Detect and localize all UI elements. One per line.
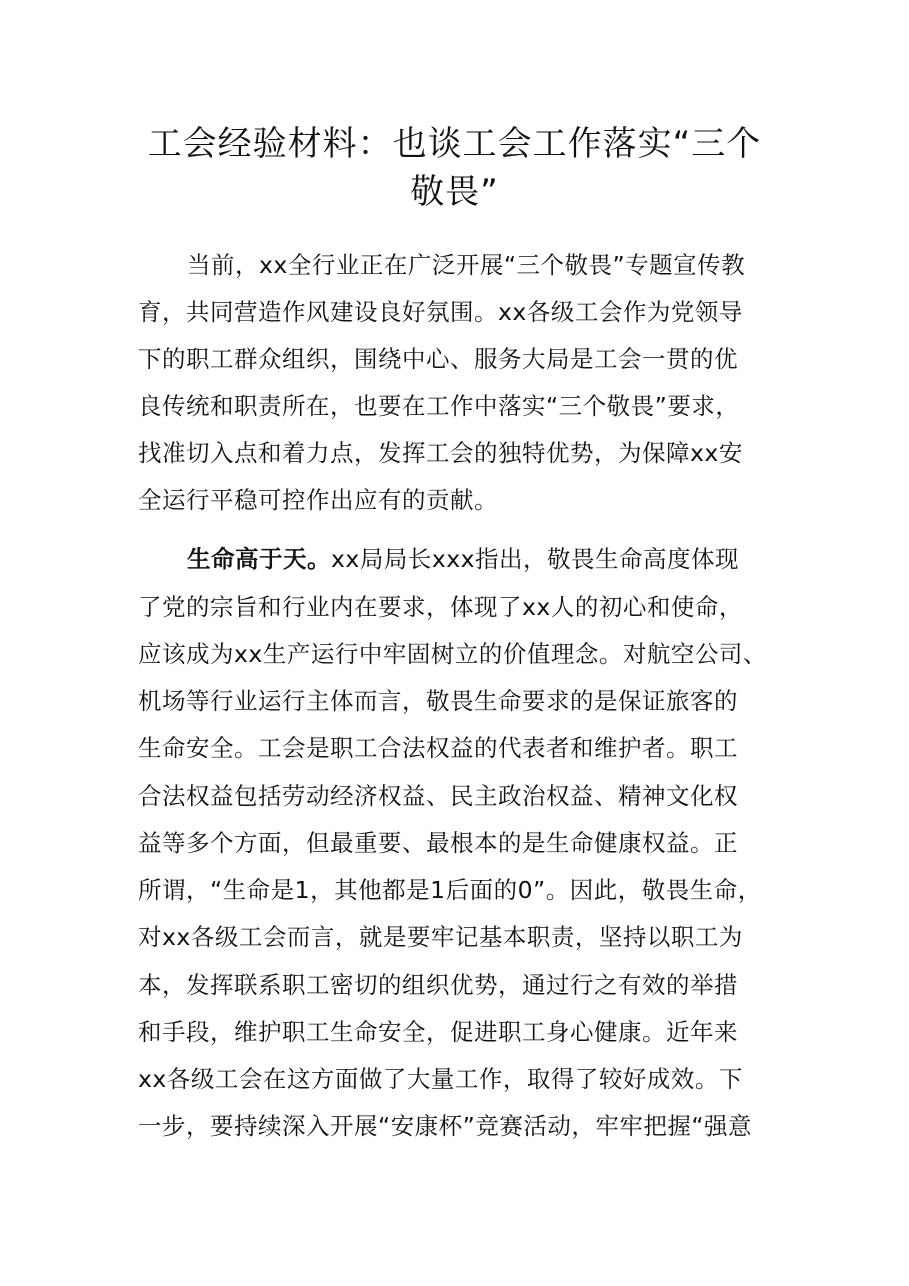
paragraph-2-line-5: 生命安全。工会是职工合法权益的代表者和维护者。职工 <box>138 734 738 762</box>
paragraph-1-line-2: 育，共同营造作风建设良好氛围。xx各级工会作为党领导 <box>138 298 743 326</box>
paragraph-2-first-rest: xx局局长xxx指出，敬畏生命高度体现 <box>331 545 740 573</box>
paragraph-1-line-3: 下的职工群众组织，围绕中心、服务大局是工会一贯的优 <box>138 345 738 373</box>
paragraph-2-lead: 生命高于天。 <box>187 545 331 573</box>
paragraph-2-line-1 <box>187 544 739 574</box>
paragraph-2-line-12: xx各级工会在这方面做了大量工作，取得了较好成效。下 <box>138 1065 743 1093</box>
paragraph-2-line-2: 了党的宗旨和行业内在要求，体现了xx人的初心和使命， <box>138 593 743 621</box>
paragraph-2-line-11: 和手段，维护职工生命安全，促进职工身心健康。近年来 <box>138 1018 738 1046</box>
paragraph-1-line-5: 找准切入点和着力点，发挥工会的独特优势，为保障xx安 <box>138 439 743 467</box>
paragraph-2-line-4: 机场等行业运行主体而言，敬畏生命要求的是保证旅客的 <box>138 687 738 715</box>
paragraph-2-line-9: 对xx各级工会而言，就是要牢记基本职责，坚持以职工为 <box>138 923 743 951</box>
paragraph-2-line-3: 应该成为xx生产运行中牢固树立的价值理念。对航空公司、 <box>138 640 767 668</box>
paragraph-1-line-4: 良传统和职责所在，也要在工作中落实“三个敬畏”要求， <box>138 392 740 420</box>
document-title <box>120 120 789 216</box>
paragraph-2-line-8: 所谓，“生命是1，其他都是1后面的0”。因此，敬畏生命， <box>138 876 762 904</box>
title-line-1: 工会经验材料：也谈工会工作落实“三个 <box>147 124 762 164</box>
paragraph-2-line-7: 益等多个方面，但最重要、最根本的是生命健康权益。正 <box>138 829 738 857</box>
paragraph-2-line-6: 合法权益包括劳动经济权益、民主政治权益、精神文化权 <box>138 782 738 810</box>
paragraph-2-line-10: 本，发挥联系职工密切的组织优势，通过行之有效的举措 <box>138 971 738 999</box>
paragraph-1-line-1: 当前，xx全行业正在广泛开展“三个敬畏”专题宣传教 <box>187 251 746 279</box>
paragraph-2-line-13: 一步，要持续深入开展“安康杯”竞赛活动，牢牢把握“强意 <box>138 1112 753 1140</box>
title-line-2: 敬畏” <box>410 172 499 212</box>
paragraph-1-line-6: 全运行平稳可控作出应有的贡献。 <box>138 486 498 514</box>
